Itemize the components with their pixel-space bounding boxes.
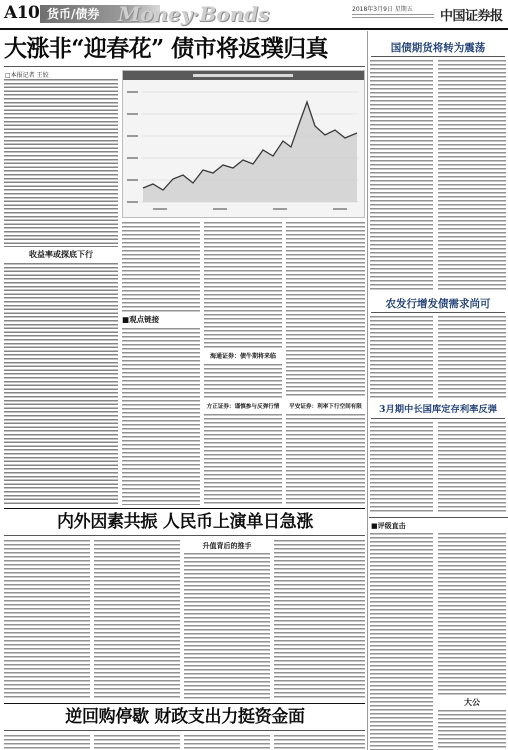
article-text-block bbox=[94, 540, 180, 700]
chart-title-text bbox=[193, 74, 293, 77]
article-text-block bbox=[122, 222, 200, 312]
page-number: A10 bbox=[4, 3, 40, 23]
issue-date: 2018年3月9日 星期五 bbox=[352, 6, 413, 13]
rating-section-rule bbox=[369, 517, 508, 518]
story-2-top-rule bbox=[4, 508, 365, 509]
article-text-block bbox=[370, 422, 433, 514]
editor-info-line bbox=[352, 14, 434, 20]
right-headline-1: 国债期货将转为震荡 bbox=[390, 42, 486, 54]
article-text-block bbox=[122, 328, 200, 505]
rating-subhead: 大公 bbox=[464, 698, 480, 707]
article-text-block bbox=[286, 222, 365, 398]
section-title-english: Money·Bonds bbox=[118, 2, 270, 26]
article-text-block bbox=[94, 735, 180, 750]
story-2-headline-rule bbox=[4, 535, 365, 536]
column-divider bbox=[367, 31, 368, 750]
article-text-block bbox=[184, 553, 270, 700]
article-text-block bbox=[438, 710, 506, 750]
newspaper-logo: 中国证券报 bbox=[440, 9, 503, 24]
article-text-block bbox=[370, 316, 433, 398]
story-2-headline: 内外因素共振 人民币上演单日急涨 bbox=[56, 512, 314, 532]
article-text-block bbox=[4, 79, 118, 247]
right-headline-rule bbox=[371, 312, 505, 313]
viewpoint-section-label: ■观点链接 bbox=[122, 315, 160, 324]
article-text-block bbox=[286, 414, 365, 505]
story-3-top-rule bbox=[4, 703, 365, 704]
right-headline-rule bbox=[371, 56, 505, 57]
lead-subhead-1: 收益率或探底下行 bbox=[29, 250, 93, 259]
lead-subhead-founder: 方正证券：谨慎参与反弹行情 bbox=[206, 404, 280, 410]
masthead-rule bbox=[0, 28, 508, 30]
article-text-block bbox=[274, 735, 365, 750]
article-text-block bbox=[370, 60, 433, 292]
chart-figure bbox=[122, 70, 365, 218]
lead-subhead-haitong: 海通证券：债牛期将来临 bbox=[209, 353, 276, 360]
story-2-subhead: 升值背后的推手 bbox=[202, 542, 252, 550]
article-text-block bbox=[4, 263, 118, 505]
article-text-block bbox=[204, 364, 282, 398]
headline-rule bbox=[4, 66, 365, 67]
right-headline-3: 3月期中长国库定存利率反弹 bbox=[378, 404, 498, 415]
lead-byline: □本报记者 王姣 bbox=[5, 72, 49, 79]
story-3-headline: 逆回购停歇 财政支出力挺资金面 bbox=[65, 707, 305, 727]
article-text-block bbox=[438, 422, 506, 514]
lead-headline: 大涨非“迎春花” 债市将返璞归真 bbox=[4, 35, 328, 62]
section-title: 货币/债券 bbox=[47, 7, 100, 21]
article-text-block bbox=[4, 540, 90, 700]
article-text-block bbox=[438, 60, 506, 292]
article-text-block bbox=[274, 540, 365, 700]
article-text-block bbox=[438, 316, 506, 398]
story-3-headline-rule bbox=[4, 730, 365, 731]
rating-section-label: ■评级直击 bbox=[371, 522, 406, 530]
right-headline-rule bbox=[371, 418, 505, 419]
article-text-block bbox=[204, 222, 282, 348]
article-text-block bbox=[204, 414, 282, 505]
article-text-block bbox=[438, 533, 506, 695]
article-text-block bbox=[184, 735, 270, 750]
right-headline-2: 农发行增发债需求尚可 bbox=[385, 298, 491, 310]
chart-area bbox=[143, 102, 357, 202]
article-text-block bbox=[370, 533, 433, 750]
lead-subhead-pingan: 平安证券：利率下行空间有限 bbox=[289, 404, 362, 410]
chart-plot bbox=[123, 80, 364, 217]
article-text-block bbox=[4, 735, 90, 750]
